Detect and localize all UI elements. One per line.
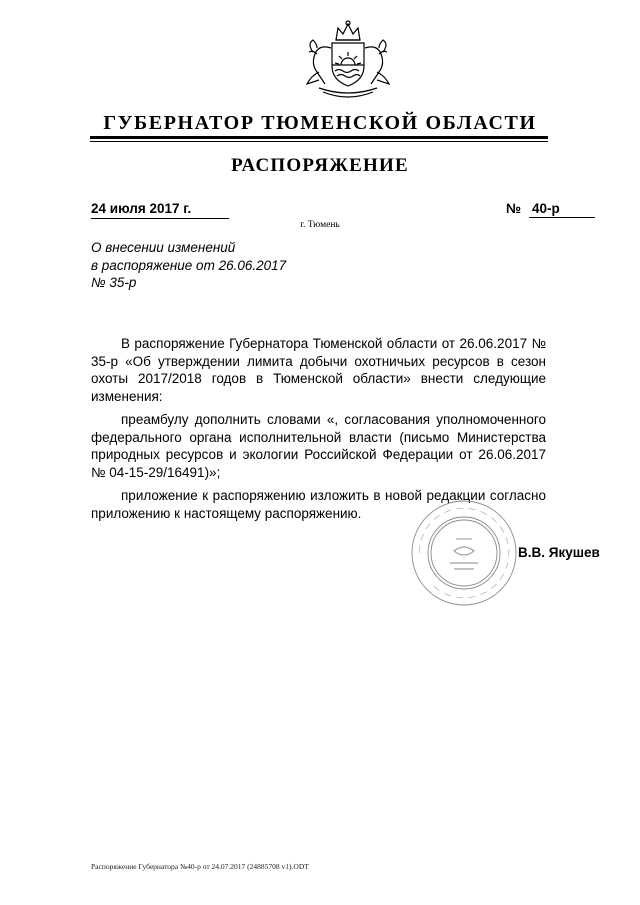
body-paragraph: В распоряжение Губернатора Тюменской области от 26.06.2017 № 35-р «Об утверждении лимита добычи охотничьих ресурсов в сезон охоты 2017/2018 годов в Тюменской области» внести следующие изменения: — [91, 336, 546, 404]
document-city: г. Тюмень — [300, 220, 340, 230]
header-rule-thick — [90, 136, 548, 139]
seal-ring-text: — — — — — — — — — — — — — — — — — — — — — [415, 504, 513, 602]
document-number-label: № — [506, 201, 522, 216]
document-date: 24 июля 2017 г. — [91, 201, 229, 219]
coat-of-arms-emblem — [297, 18, 399, 102]
subject-line: в распоряжение от 26.06.2017 — [91, 257, 287, 273]
body-paragraph: приложение к распоряжению изложить в новой редакции согласно приложению к настоящему распоряжению. — [91, 488, 546, 521]
signatory-name: В.В. Якушев — [518, 545, 600, 560]
subject-line: О внесении изменений — [91, 240, 236, 255]
file-footer: Распоряжение Губернатора №40-р от 24.07.2017 (24885708 v1).ODT — [91, 862, 309, 871]
issuer-title: ГУБЕРНАТОР ТЮМЕНСКОЙ ОБЛАСТИ — [103, 112, 537, 134]
document-type-title: РАСПОРЯЖЕНИЕ — [231, 155, 409, 176]
svg-text:— — — — — — — — — — — — — — — — [416, 505, 512, 601]
subject-line: № 35-р — [91, 275, 137, 290]
official-seal-stamp — [410, 499, 518, 607]
document-subject — [91, 239, 286, 292]
header-rule-thin — [90, 141, 548, 142]
body-paragraph: преамбулу дополнить словами «, согласования уполномоченного федерального органа исполнительной власти (письмо Министерства природных ресурсов и экологии Российской Федерации от 26.06.2017 № 04-15-29/16491)»; — [91, 412, 546, 480]
document-number: 40-р — [529, 201, 595, 218]
